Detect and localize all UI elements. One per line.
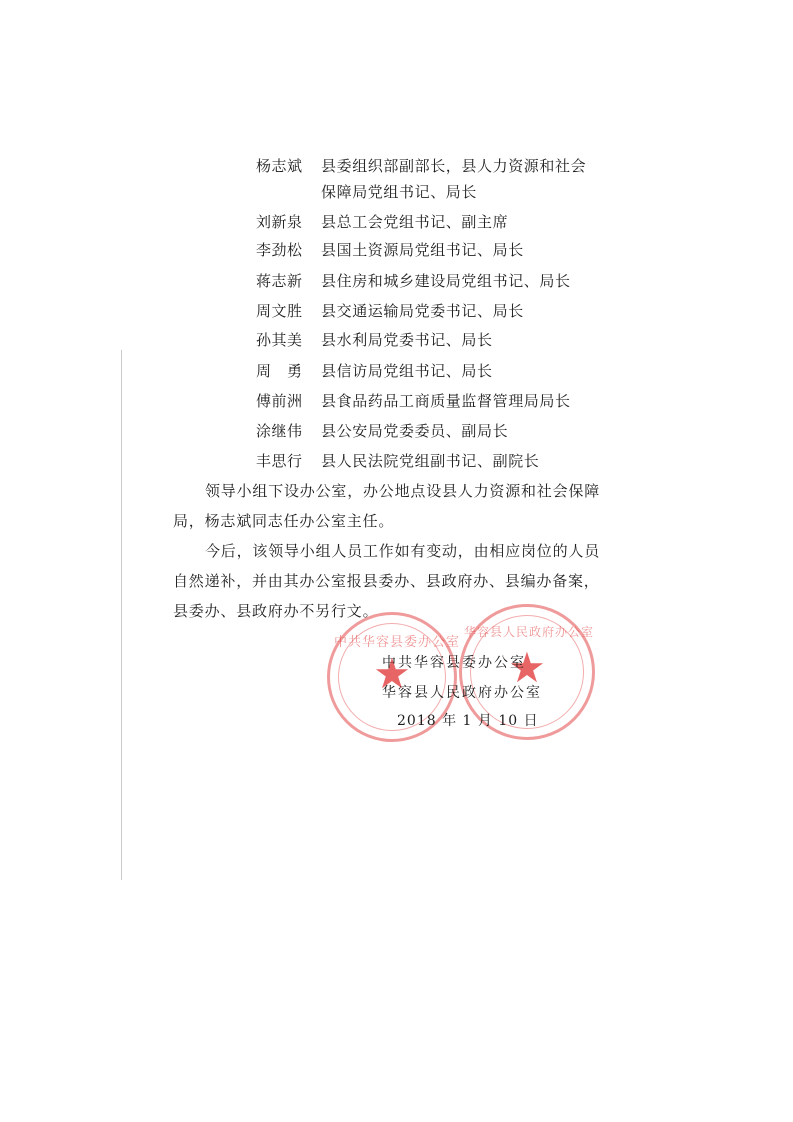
list-item	[0, 327, 793, 355]
member-name: 刘新泉	[256, 213, 303, 231]
member-name: 周 勇	[256, 362, 303, 380]
member-title: 县住房和城乡建设局党组书记、局长	[321, 272, 571, 290]
list-item	[0, 268, 793, 296]
member-title: 县国土资源局党组书记、局长	[321, 241, 524, 259]
list-item	[0, 153, 793, 201]
member-name: 涂继伟	[256, 422, 303, 440]
member-title: 县委组织部副部长，县人力资源和社会	[321, 157, 587, 175]
member-name: 蒋志新	[256, 272, 303, 290]
member-name: 周文胜	[256, 302, 303, 320]
list-item	[0, 298, 793, 326]
signer-government-office: 华容县人民政府办公室	[382, 685, 542, 701]
member-title: 县信访局党组书记、局长	[321, 362, 493, 380]
member-title: 县总工会党组书记、副主席	[321, 213, 509, 231]
seal-text: 华容县人民政府办公室	[464, 625, 595, 639]
member-name: 傅前洲	[256, 392, 303, 410]
member-name: 李劲松	[256, 241, 303, 259]
signer-party-office: 中共华容县委办公室	[382, 655, 526, 671]
list-item	[0, 358, 793, 386]
list-item	[0, 237, 793, 265]
list-item	[0, 388, 793, 416]
star-icon: ★	[373, 649, 411, 698]
member-name: 丰思行	[256, 452, 303, 470]
star-icon: ★	[508, 643, 546, 692]
seal-text: 中共华容县委办公室	[334, 635, 461, 650]
list-item	[0, 448, 793, 476]
member-title: 保障局党组书记、局长	[321, 183, 478, 201]
member-title: 县交通运输局党委书记、局长	[321, 302, 524, 320]
member-title: 县公安局党委委员、副局长	[321, 422, 509, 440]
member-name: 孙其美	[256, 331, 303, 349]
signing-date: 2018 年 1 月 10 日	[397, 713, 539, 729]
office-paragraph: 领导小组下设办公室，办公地点设县人力资源和社会保障局，杨志斌同志任办公室主任。	[173, 482, 601, 530]
member-title: 县食品药品工商质量监督管理局局长	[321, 392, 571, 410]
list-item	[0, 209, 793, 237]
member-title: 县水利局党委书记、局长	[321, 331, 493, 349]
member-title: 县人民法院党组副书记、副院长	[321, 452, 540, 470]
list-item	[0, 418, 793, 446]
member-roster	[0, 0, 793, 480]
member-name: 杨志斌	[256, 157, 303, 175]
changes-paragraph: 今后，该领导小组人员工作如有变动，由相应岗位的人员自然递补，并由其办公室报县委办、县政府办、县编办备案，县委办、县政府办不另行文。	[173, 542, 601, 620]
